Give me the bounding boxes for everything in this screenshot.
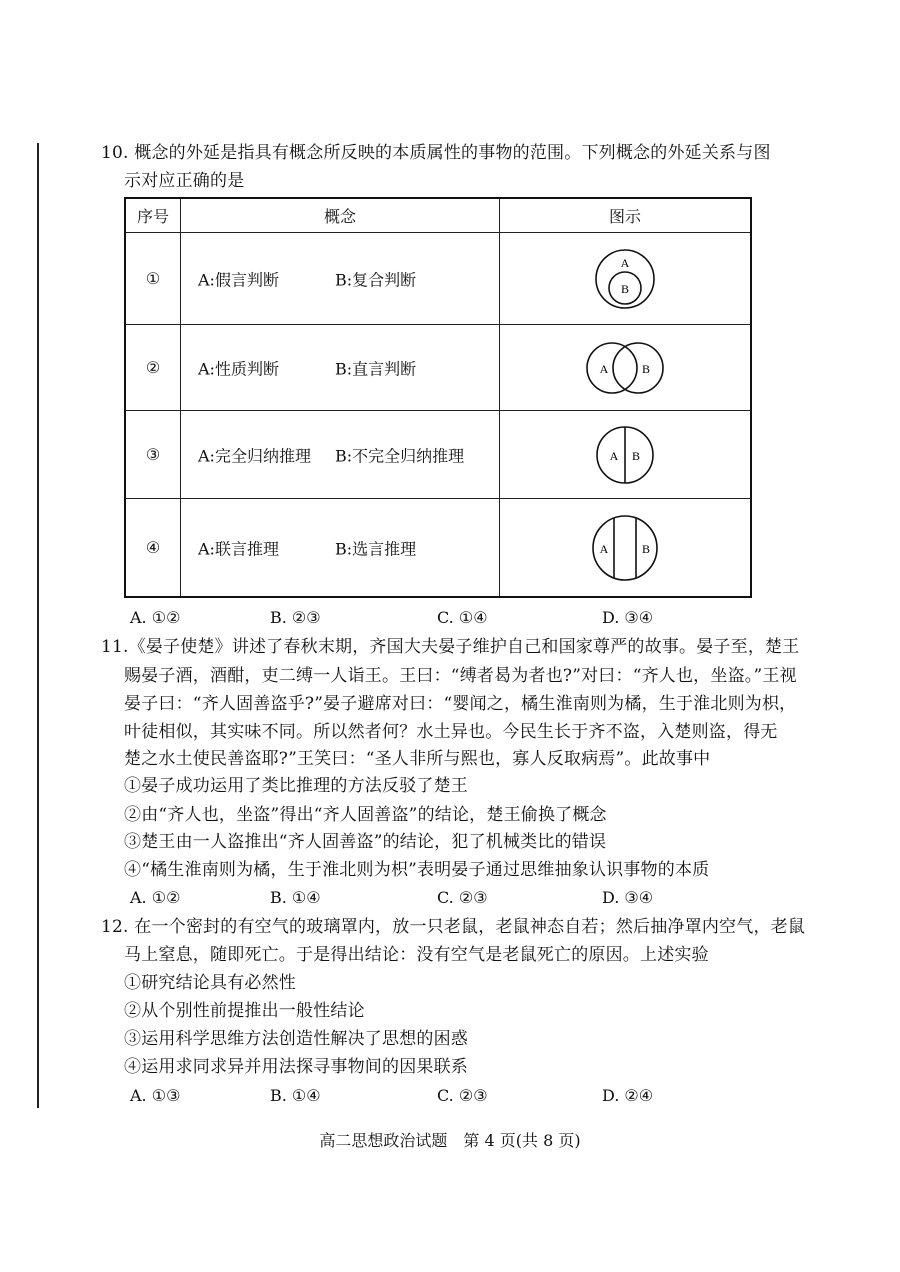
- q12-option-d[interactable]: D. ②④: [602, 1086, 654, 1105]
- diagram-label-b: B: [631, 448, 641, 463]
- concept-cell: [181, 233, 500, 325]
- concept-table: [124, 197, 752, 598]
- q12-stem-line-1: 12. 在一个密封的有空气的玻璃罩内，放一只老鼠，老鼠神态自若；然后抽净罩内空气，老鼠: [101, 917, 806, 937]
- q11-option-d[interactable]: D. ③④: [602, 888, 654, 907]
- q11-statement-3: ③楚王由一人盗推出“齐人固善盗”的结论，犯了机械类比的错误: [124, 832, 607, 852]
- table-header-row: [125, 198, 751, 233]
- concept-b: B:不完全归纳推理: [335, 446, 465, 465]
- concept-b: B:复合判断: [335, 270, 417, 289]
- q12-option-b[interactable]: B. ①④: [270, 1086, 321, 1105]
- q11-stem-line-2: 赐晏子酒，酒酣，吏二缚一人诣王。王曰：“缚者曷为者也?”对曰：“齐人也，坐盗。”王视: [124, 666, 797, 686]
- q12-option-c[interactable]: C. ②③: [437, 1086, 488, 1105]
- q10-option-c[interactable]: C. ①④: [437, 608, 488, 627]
- three-part-circle-diagram: [590, 513, 660, 583]
- q11-stem-line-1: 11.《晏子使楚》讲述了春秋末期，齐国大夫晏子维护自己和国家尊严的故事。晏子至，楚王: [101, 637, 800, 657]
- concept-a: A:性质判断: [198, 359, 279, 378]
- q10-stem-line-1: 10. 概念的外延是指具有概念所反映的本质属性的事物的范围。下列概念的外延关系与图: [101, 143, 771, 163]
- diagram-label-a: A: [599, 541, 609, 556]
- table-row: [125, 325, 751, 411]
- nested-circles-diagram: [590, 247, 660, 311]
- q11-option-b[interactable]: B. ①④: [270, 888, 321, 907]
- header-concept: 概念: [181, 198, 500, 233]
- q10-option-b[interactable]: B. ②③: [270, 608, 321, 627]
- q11-option-c[interactable]: C. ②③: [437, 888, 488, 907]
- diagram-cell: [500, 233, 752, 325]
- header-no: 序号: [125, 198, 181, 233]
- q12-option-a[interactable]: A. ①③: [130, 1086, 181, 1105]
- q11-stem-line-5: 楚之水土使民善盗耶?”王笑曰：“圣人非所与熙也，寡人反取病焉”。此故事中: [124, 749, 711, 769]
- row-number: ④: [125, 499, 181, 598]
- table-row: [125, 411, 751, 499]
- binding-margin-line: [37, 143, 39, 1108]
- diagram-cell: [500, 411, 752, 499]
- diagram-label-b: B: [641, 361, 651, 376]
- table-row: [125, 499, 751, 598]
- q12-statement-4: ④运用求同求异并用法探寻事物间的因果联系: [124, 1057, 468, 1077]
- split-circle-diagram: [594, 424, 656, 486]
- concept-cell: [181, 499, 500, 598]
- row-number: ③: [125, 411, 181, 499]
- q11-statement-1: ①晏子成功运用了类比推理的方法反驳了楚王: [124, 776, 468, 796]
- q10-option-d[interactable]: D. ③④: [602, 608, 654, 627]
- q12-stem-line-2: 马上窒息，随即死亡。于是得出结论：没有空气是老鼠死亡的原因。上述实验: [124, 945, 709, 965]
- concept-cell: [181, 411, 500, 499]
- q11-statement-4: ④“橘生淮南则为橘，生于淮北则为枳”表明晏子通过思维抽象认识事物的本质: [124, 860, 710, 880]
- diagram-label-b: B: [641, 541, 651, 556]
- row-number: ②: [125, 325, 181, 411]
- q12-statement-1: ①研究结论具有必然性: [124, 973, 296, 993]
- concept-b: B:选言推理: [335, 539, 417, 558]
- q11-statement-2: ②由“齐人也，坐盗”得出“齐人固善盗”的结论，楚王偷换了概念: [124, 805, 607, 825]
- diagram-cell: [500, 325, 752, 411]
- q11-stem-line-3: 晏子曰：“齐人固善盗乎?”晏子避席对曰：“婴闻之，橘生淮南则为橘，生于淮北则为枳，: [124, 694, 797, 714]
- table-row: [125, 233, 751, 325]
- concept-cell: [181, 325, 500, 411]
- row-number: ①: [125, 233, 181, 325]
- concept-a: A:假言判断: [198, 270, 279, 289]
- concept-b: B:直言判断: [335, 359, 417, 378]
- q12-statement-2: ②从个别性前提推出一般性结论: [124, 1001, 365, 1021]
- overlapping-circles-diagram: [583, 340, 667, 396]
- page-footer: 高二思想政治试题 第 4 页(共 8 页): [319, 1131, 581, 1150]
- diagram-label-a: A: [620, 255, 630, 270]
- q10-stem-line-2: 示对应正确的是: [124, 171, 245, 191]
- diagram-label-a: A: [599, 361, 609, 376]
- q12-statement-3: ③运用科学思维方法创造性解决了思想的困惑: [124, 1029, 468, 1049]
- q11-stem-line-4: 叶徒相似，其实味不同。所以然者何？水土异也。今民生长于齐不盗，入楚则盗，得无: [124, 722, 778, 742]
- concept-a: A:联言推理: [198, 539, 279, 558]
- diagram-label-a: A: [609, 448, 619, 463]
- q10-option-a[interactable]: A. ①②: [130, 608, 181, 627]
- concept-a: A:完全归纳推理: [198, 446, 311, 465]
- header-diagram: 图示: [500, 198, 752, 233]
- diagram-label-b: B: [620, 281, 630, 296]
- diagram-cell: [500, 499, 752, 598]
- q11-option-a[interactable]: A. ①②: [130, 888, 181, 907]
